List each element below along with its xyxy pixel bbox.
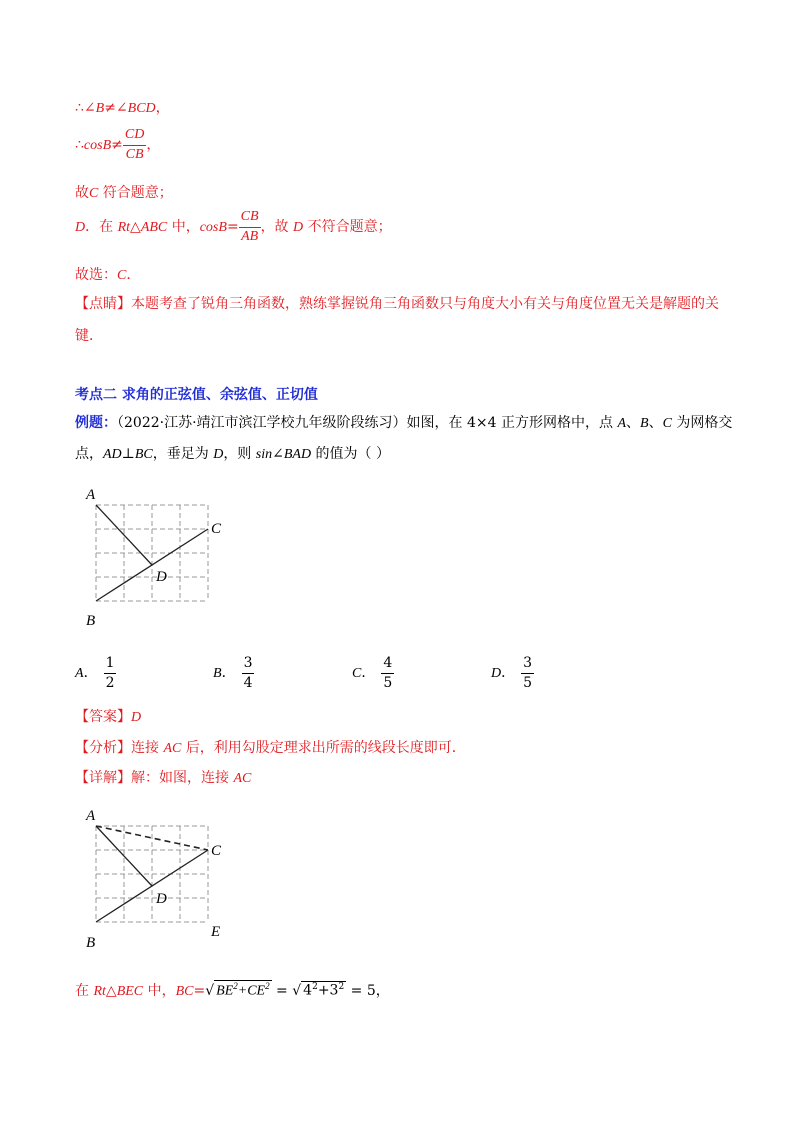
line-cos-neq: ∴cosB≠ $\frac{CD}{CB}$ ，	[75, 127, 161, 162]
point-label-d: D	[156, 891, 167, 907]
comment-line-2: 键．	[75, 328, 103, 344]
point-label-b: B	[86, 613, 96, 629]
formula-bc: √ $BE^2+CE^2$ = √ $4^2+3^2 = 5$，	[205, 981, 390, 999]
example-line-1: 例题：（2022·江苏·靖江市滨江学校九年级阶段练习）如图，在 4×4 正方形网格中，点 A、B、C 为网格交	[75, 415, 733, 431]
fraction-cd-cb: $\frac{CD}{CB}$	[124, 127, 145, 162]
detail-line: 【详解】解：如图，连接 AC	[75, 770, 252, 786]
grid-lines	[96, 505, 208, 601]
grid-lines	[96, 826, 208, 922]
point-label-b: B	[86, 935, 96, 951]
point-label-d: D	[156, 569, 167, 585]
analysis-line: 【分析】连接 AC 后，利用勾股定理求出所需的线段长度即可．	[75, 740, 466, 756]
point-label-c: C	[211, 521, 222, 537]
point-label-a: A	[86, 808, 96, 824]
line-d-option: D．在 Rt△ABC 中，cosB= $\frac{CB}{AB}$ ，故 D 不符合题意；	[75, 209, 392, 244]
point-label-c: C	[211, 843, 222, 859]
line-choose: 故选：C．	[75, 267, 141, 283]
example-line-2: 点，AD⊥BC，垂足为 D，则 sin∠BAD 的值为（ ）	[75, 446, 390, 462]
option-c[interactable]: C． $\frac{4}{5}$	[352, 655, 393, 691]
figure-grid-2	[80, 806, 240, 954]
point-label-e: E	[211, 924, 221, 940]
figure-grid-1	[80, 485, 240, 630]
comment-line-1: 【点睛】本题考查了锐角三角函数，熟练掌握锐角三角函数只与角度大小有关与角度位置无关是解题的关	[75, 296, 719, 312]
option-d[interactable]: D． $\frac{3}{5}$	[491, 655, 533, 691]
section-title: 考点二 求角的正弦值、余弦值、正切值	[75, 387, 318, 403]
last-line: 在 Rt△BEC 中，BC=√ $BE^2+CE^2$ = √ $4^2+3^2 = 5$，	[75, 981, 390, 999]
option-a[interactable]: A． $\frac{1}{2}$	[75, 655, 115, 691]
point-label-a: A	[86, 487, 96, 503]
option-b[interactable]: B． $\frac{3}{4}$	[213, 655, 253, 691]
line-angle-neq: ∴∠B≠∠BCD，	[75, 100, 170, 116]
answer-line: 【答案】D	[75, 709, 142, 725]
fraction-cb-ab: $\frac{CB}{AB}$	[240, 209, 259, 244]
line-c-matches: 故C 符合题意；	[75, 185, 173, 201]
